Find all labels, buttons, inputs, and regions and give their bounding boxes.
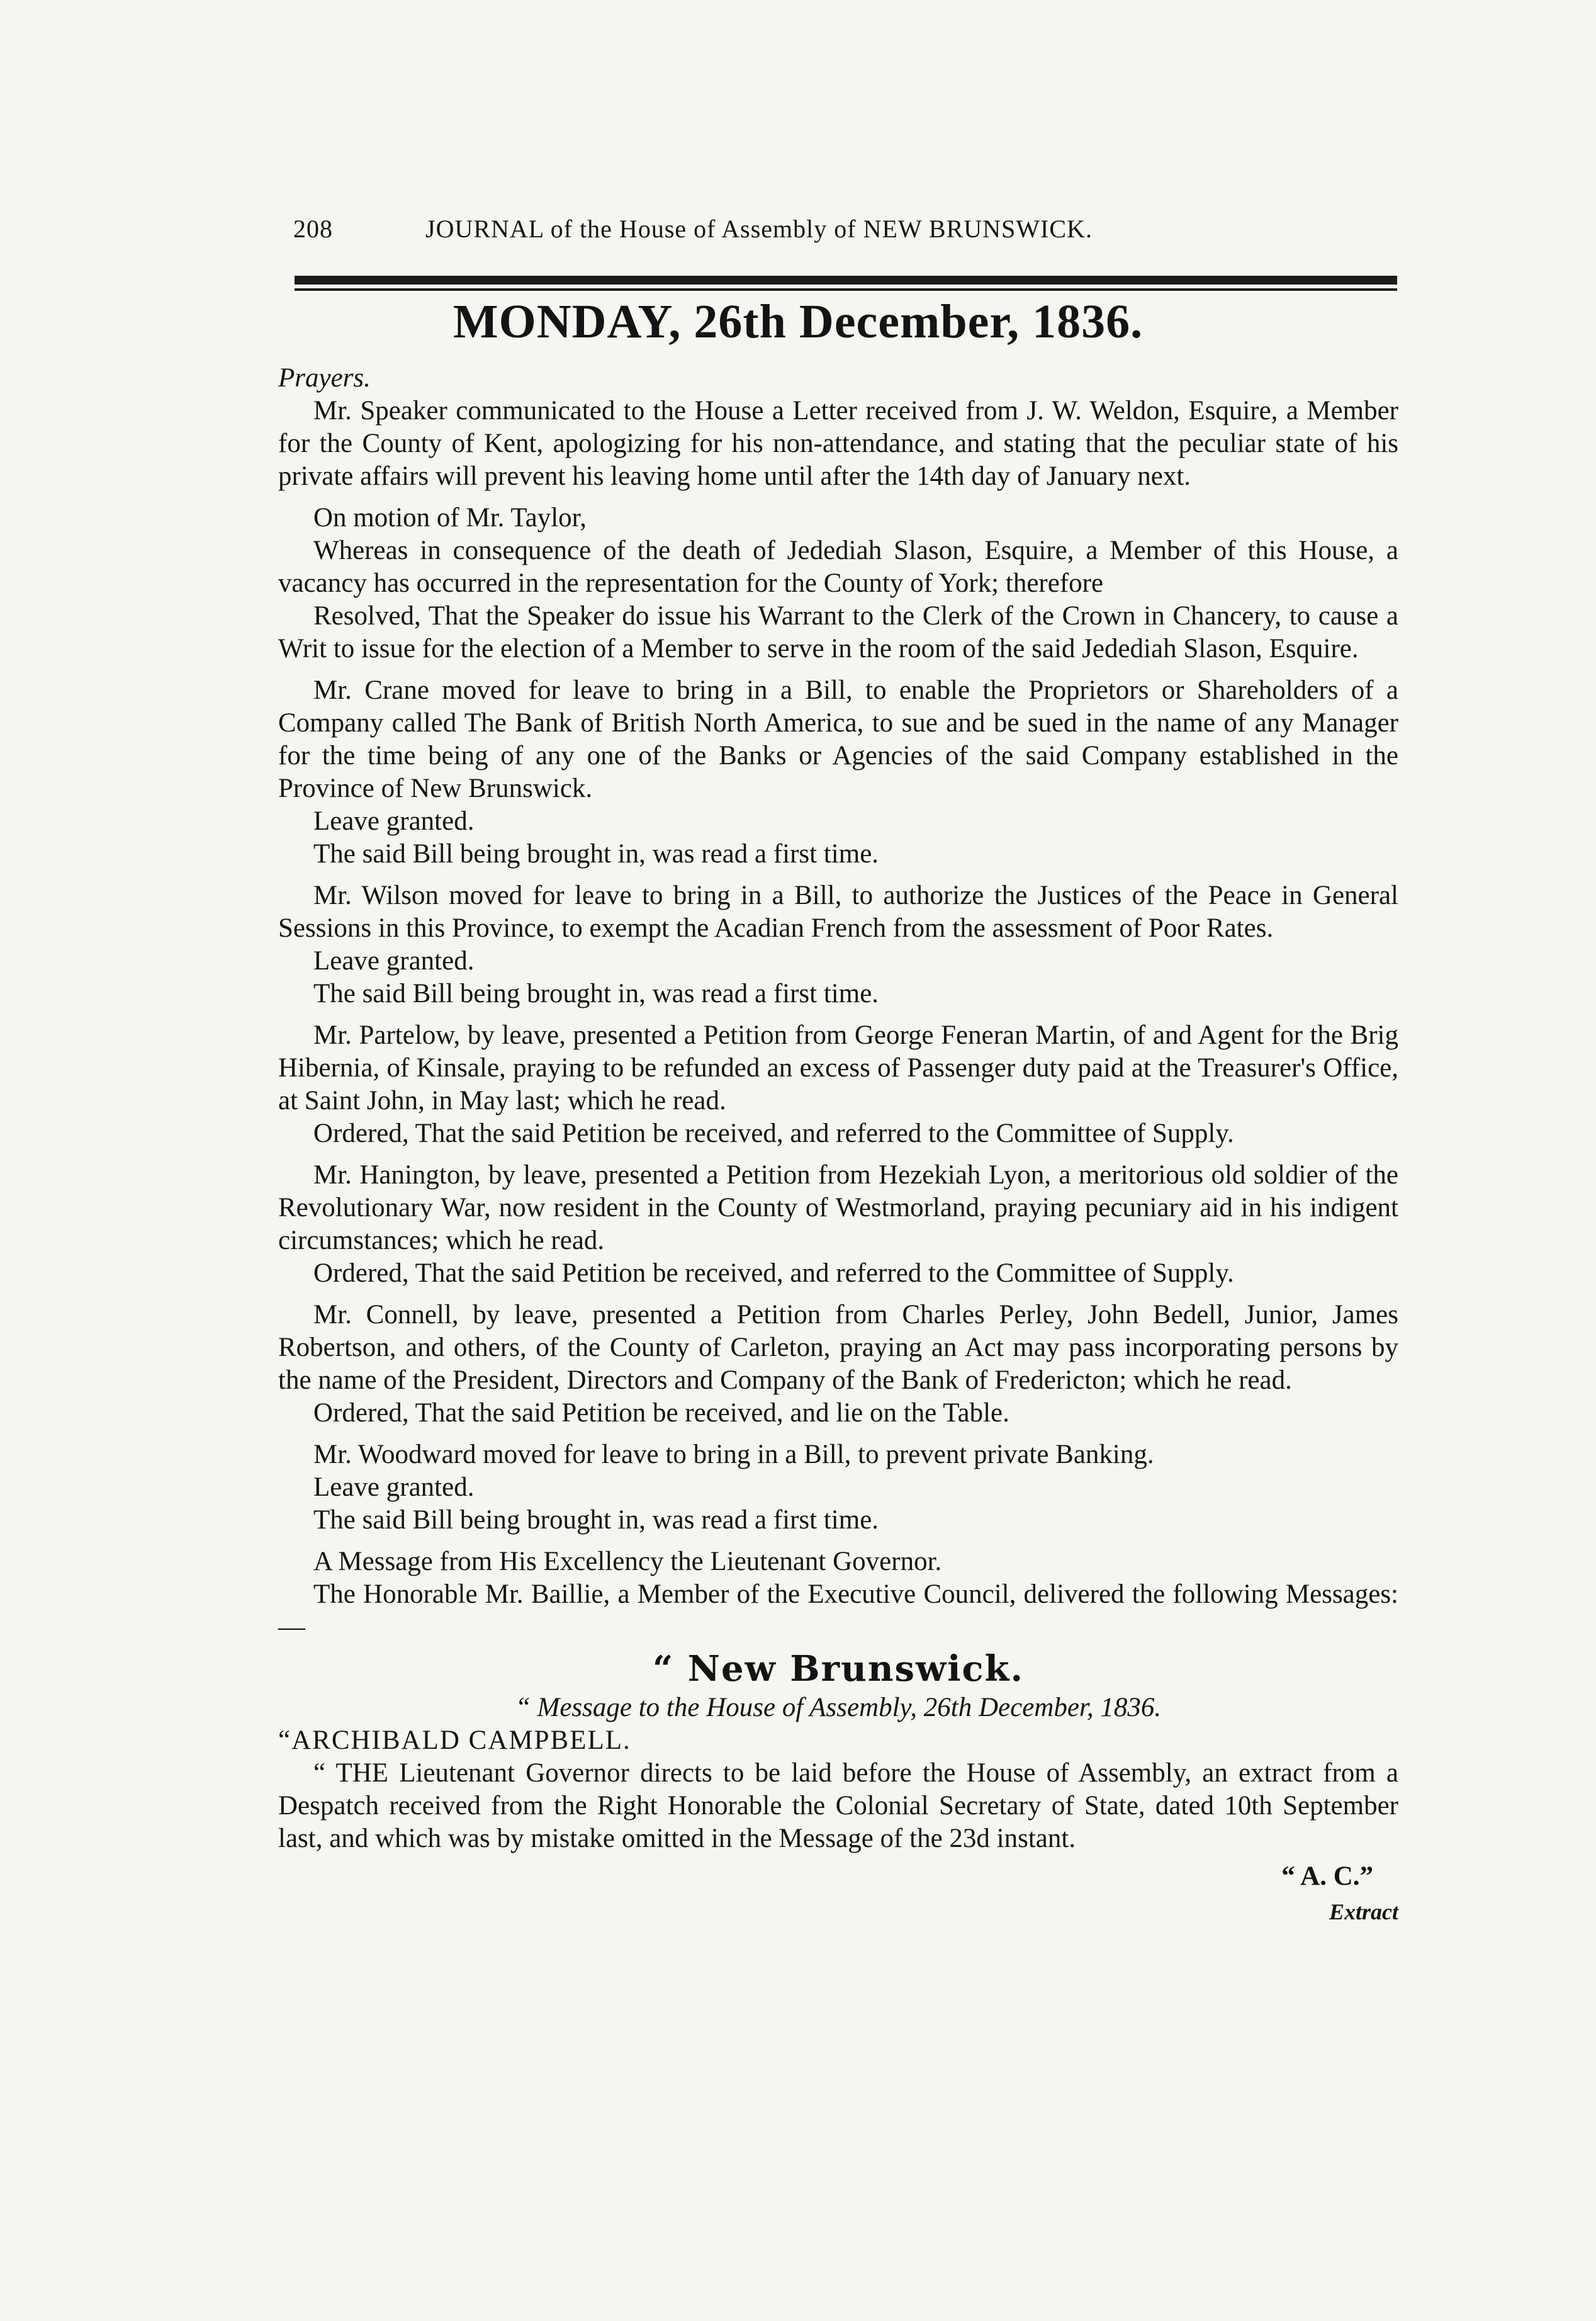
- message-text: “ THE Lieutenant Governor directs to be laid before the House of Assembly, an extract from a Despatch received from the Right Honorable the Colonial Secretary of State, dated 10th September last, and which was by mistake omitted in the Message of the 23d instant.: [278, 1758, 1398, 1853]
- paragraph: Mr. Crane moved for leave to bring in a Bill, to enable the Proprietors or Shareholders of a Company called The Bank of British North America, to sue and be sued in the name of any Manager for the time being of any one of the Banks or Agencies of the said Company established in the Province of New Brunswick.: [278, 675, 1398, 803]
- message-heading: “ New Brunswick.: [653, 1648, 1024, 1690]
- date-heading: MONDAY, 26th December, 1836.: [452, 295, 1144, 348]
- journal-body: [278, 362, 1398, 1928]
- catchword: Extract: [1329, 1899, 1398, 1924]
- paragraph: Leave granted.: [313, 806, 475, 836]
- paragraph: The said Bill being brought in, was read a first time.: [313, 979, 879, 1008]
- order: Ordered, That the said Petition be received, and referred to the Committee of Supply.: [313, 1119, 1234, 1148]
- paragraph: Mr. Wilson moved for leave to bring in a Bill, to authorize the Justices of the Peace in General Sessions in this Province, to exempt the Acadian French from the assessment of Poor Rates.: [278, 881, 1398, 943]
- resolution: Resolved, That the Speaker do issue his Warrant to the Clerk of the Crown in Chancery, to cause a Writ to issue for the election of a Member to serve in the room of the said Jedediah Slason, Esquire.: [278, 601, 1398, 664]
- paragraph: Mr. Woodward moved for leave to bring in a Bill, to prevent private Banking.: [313, 1440, 1154, 1469]
- paragraph: On motion of Mr. Taylor,: [313, 503, 587, 533]
- paragraph: The said Bill being brought in, was read a first time.: [313, 1505, 879, 1535]
- paragraph: Leave granted.: [313, 946, 475, 976]
- paragraph: Mr. Speaker communicated to the House a Letter received from J. W. Weldon, Esquire, a Member for the County of Kent, apologizing for his non-attendance, and stating that the peculiar state of his private affairs will prevent his leaving home until after the 14th day of January next.: [278, 396, 1398, 491]
- running-title: JOURNAL of the House of Assembly of NEW BRUNSWICK.: [425, 215, 1093, 243]
- paragraph: The Honorable Mr. Baillie, a Member of the Executive Council, delivered the following Messages:—: [278, 1579, 1398, 1642]
- header-rule-thin: [295, 288, 1397, 291]
- paragraph: Mr. Connell, by leave, presented a Petition from Charles Perley, John Bedell, Junior, James Robertson, and others, of the County of Carleton, praying an Act may pass incorporating persons by the name of the President, Directors and Company of the Bank of Fredericton; which he read.: [278, 1300, 1398, 1395]
- message-signatory: “ARCHIBALD CAMPBELL.: [278, 1725, 631, 1755]
- message-initials: “ A. C.”: [1281, 1861, 1373, 1891]
- paragraph: Leave granted.: [313, 1472, 475, 1502]
- paragraph: A Message from His Excellency the Lieutenant Governor.: [313, 1547, 942, 1576]
- order: Ordered, That the said Petition be received, and referred to the Committee of Supply.: [313, 1258, 1234, 1288]
- paragraph: Mr. Hanington, by leave, presented a Petition from Hezekiah Lyon, a meritorious old soldier of the Revolutionary War, now resident in the County of Westmorland, praying pecuniary aid in his indigent circumstances; which he read.: [278, 1160, 1398, 1255]
- header-rule-thick: [295, 276, 1397, 285]
- paragraph: The said Bill being brought in, was read a first time.: [313, 839, 879, 869]
- page-number: 208: [293, 215, 333, 243]
- message-subheading: “ Message to the House of Assembly, 26th December, 1836.: [515, 1693, 1162, 1722]
- paragraph: Mr. Partelow, by leave, presented a Petition from George Feneran Martin, of and Agent for the Brig Hibernia, of Kinsale, praying to be refunded an excess of Passenger duty paid at the Treasurer's Office, at Saint John, in May last; which he read.: [278, 1020, 1398, 1115]
- margin-note: Prayers.: [278, 363, 371, 393]
- paragraph: Whereas in consequence of the death of Jedediah Slason, Esquire, a Member of this House, a vacancy has occurred in the representation for the County of York; therefore: [278, 536, 1398, 598]
- order: Ordered, That the said Petition be received, and lie on the Table.: [313, 1398, 1009, 1428]
